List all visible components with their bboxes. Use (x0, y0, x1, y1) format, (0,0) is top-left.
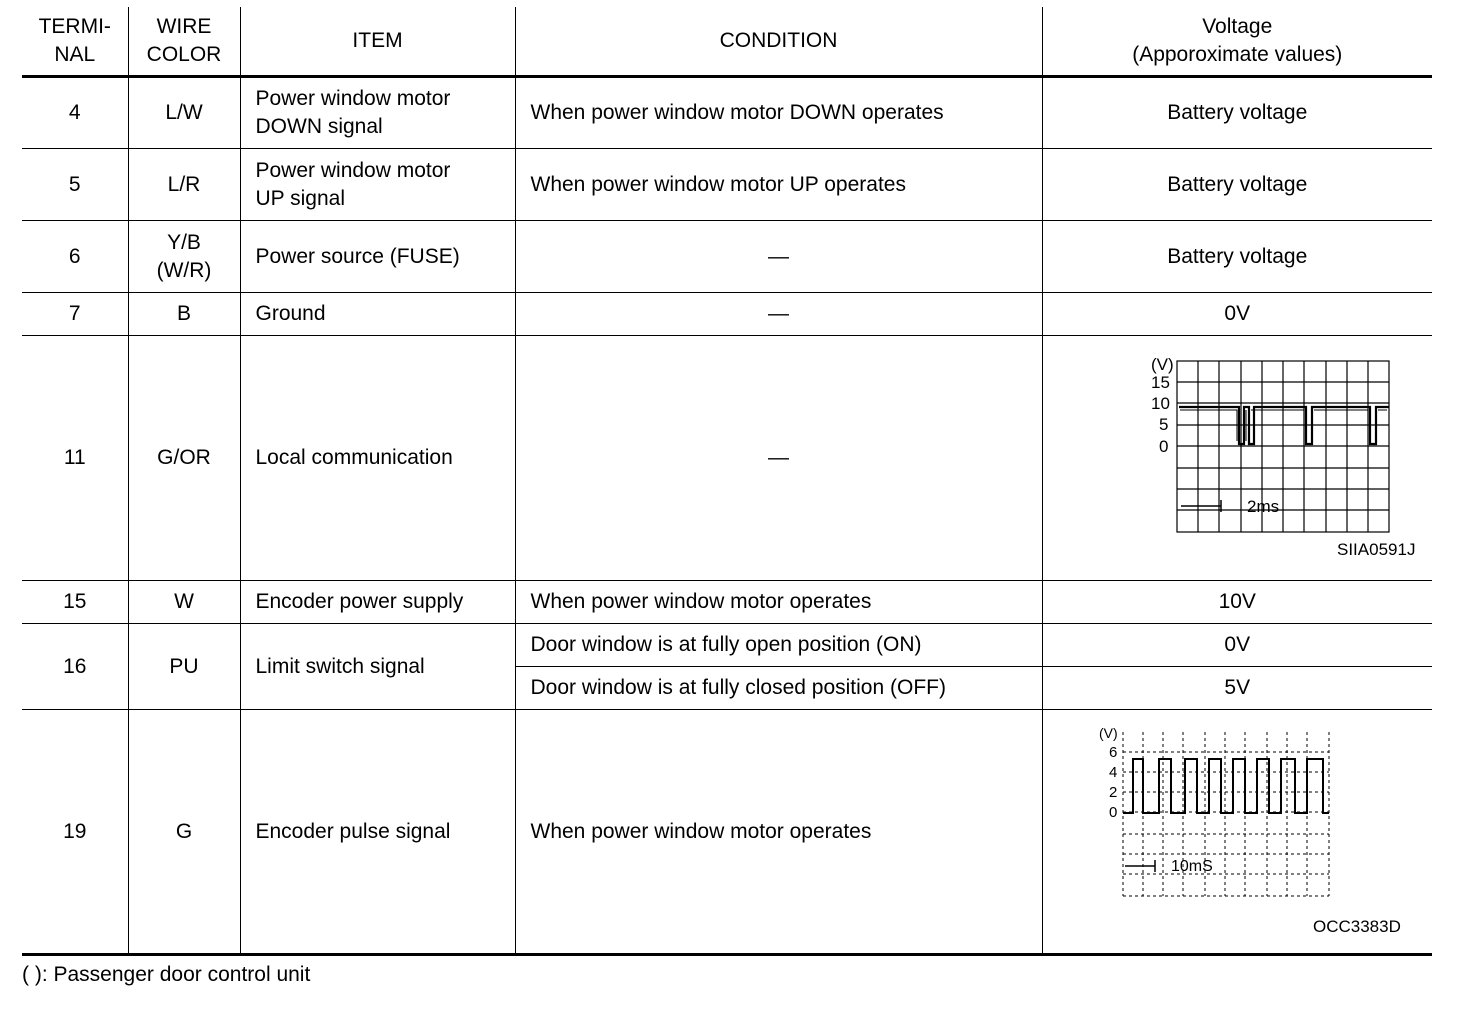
terminal-cell: 7 (22, 293, 128, 336)
voltage-cell: Battery voltage (1042, 149, 1432, 221)
y-tick-label: 2 (1109, 784, 1118, 801)
terminal-cell: 15 (22, 581, 128, 624)
terminal-cell: 5 (22, 149, 128, 221)
figure-code: OCC3383D (1313, 917, 1402, 936)
wire-cell: Y/B (W/R) (128, 221, 240, 293)
wire-cell: G/OR (128, 336, 240, 581)
table-row (22, 710, 1432, 955)
voltage-cell: 0V (1042, 293, 1432, 336)
wire-cell: PU (128, 624, 240, 710)
condition-cell: — (515, 221, 1042, 293)
wire-cell: B (128, 293, 240, 336)
local-communication-waveform (1087, 355, 1416, 559)
condition-cell: When power window motor operates (515, 710, 1042, 955)
y-tick-label: 15 (1151, 373, 1171, 392)
terminal-cell: 11 (22, 336, 128, 581)
condition-cell: When power window motor UP operates (515, 149, 1042, 221)
condition-cell: Door window is at fully open position (ON) (515, 624, 1042, 667)
condition-cell: When power window motor DOWN operates (515, 77, 1042, 149)
header-terminal: TERMI- NAL (22, 7, 128, 77)
table-row (22, 581, 1432, 624)
wire-cell: W (128, 581, 240, 624)
table-row (22, 221, 1432, 293)
y-tick-label: 4 (1109, 764, 1118, 781)
item-cell: Power source (FUSE) (240, 221, 515, 293)
footnote: ( ): Passenger door control unit (22, 963, 311, 986)
terminal-table (22, 7, 1432, 956)
table-row (22, 77, 1432, 149)
time-scale-arrow (1125, 860, 1155, 872)
terminal-cell: 4 (22, 77, 128, 149)
voltage-cell: 0V (1042, 624, 1432, 667)
header-item: ITEM (240, 7, 515, 77)
header-wire-color: WIRE COLOR (128, 7, 240, 77)
wire-cell: L/R (128, 149, 240, 221)
item-cell: Ground (240, 293, 515, 336)
time-scale-label: 10mS (1171, 858, 1214, 875)
item-cell: Power window motor UP signal (240, 149, 515, 221)
header-voltage: Voltage (Apporoximate values) (1042, 7, 1432, 77)
terminal-cell: 6 (22, 221, 128, 293)
table-row (22, 624, 1432, 667)
y-tick-label: 10 (1151, 394, 1171, 413)
voltage-cell: Battery voltage (1042, 221, 1432, 293)
item-cell: Local communication (240, 336, 515, 581)
wire-cell: G (128, 710, 240, 955)
figure-code: SIIA0591J (1337, 540, 1416, 559)
item-cell: Limit switch signal (240, 624, 515, 710)
header-condition: CONDITION (515, 7, 1042, 77)
y-tick-label: 0 (1109, 804, 1118, 821)
voltage-cell (1042, 336, 1432, 581)
waveform-unit: (V) (1151, 355, 1174, 374)
table-row (22, 293, 1432, 336)
terminal-cell: 16 (22, 624, 128, 710)
condition-cell: When power window motor operates (515, 581, 1042, 624)
condition-cell: Door window is at fully closed position (OFF) (515, 667, 1042, 710)
header-row (22, 7, 1432, 77)
encoder-pulse-waveform (1067, 724, 1407, 939)
item-cell: Encoder pulse signal (240, 710, 515, 955)
voltage-cell: 10V (1042, 581, 1432, 624)
wire-cell: L/W (128, 77, 240, 149)
voltage-cell: 5V (1042, 667, 1432, 710)
voltage-cell: Battery voltage (1042, 77, 1432, 149)
time-scale-label: 2ms (1247, 497, 1280, 516)
y-tick-label: 0 (1159, 437, 1169, 456)
waveform-trace (1123, 759, 1329, 813)
condition-cell: — (515, 336, 1042, 581)
waveform-unit: (V) (1099, 725, 1118, 741)
table-row (22, 149, 1432, 221)
table-row (22, 336, 1432, 581)
y-tick-label: 5 (1159, 415, 1169, 434)
terminal-cell: 19 (22, 710, 128, 955)
item-cell: Power window motor DOWN signal (240, 77, 515, 149)
condition-cell: — (515, 293, 1042, 336)
voltage-cell (1042, 710, 1432, 955)
y-tick-label: 6 (1109, 744, 1118, 761)
item-cell: Encoder power supply (240, 581, 515, 624)
